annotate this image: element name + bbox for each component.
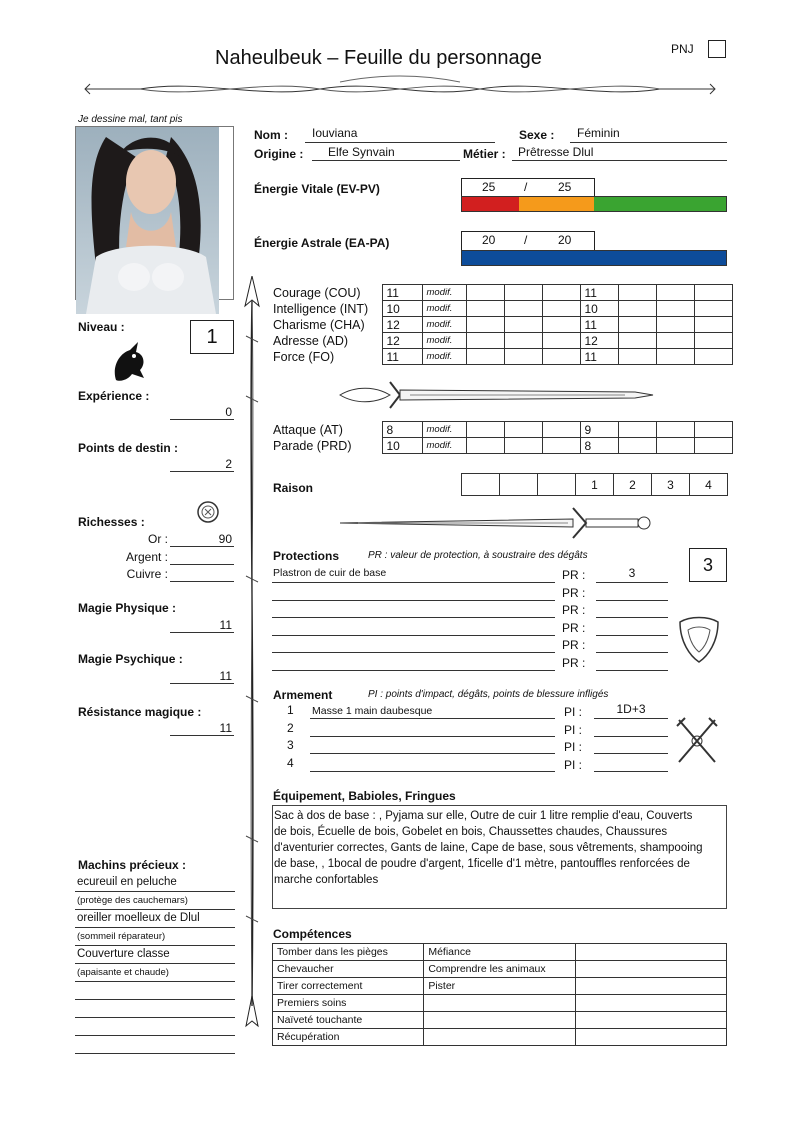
- stats-final[interactable]: 11: [580, 317, 618, 333]
- ea-label: Énergie Astrale (EA-PA): [254, 236, 390, 250]
- weapon-row: [272, 720, 672, 738]
- equipement-text: [274, 808, 724, 888]
- raison-row: [462, 474, 728, 496]
- magie-psychique-label: Magie Psychique :: [78, 652, 183, 666]
- origine-label: Origine :: [254, 147, 304, 161]
- competence-cell[interactable]: [575, 944, 726, 961]
- stats-row: [272, 285, 732, 301]
- or-label: Or :: [148, 532, 168, 546]
- stats-cell[interactable]: [542, 317, 580, 333]
- stats-cell[interactable]: [504, 333, 542, 349]
- competence-row: [273, 978, 727, 995]
- machin-item: Couverture classe: [75, 946, 235, 964]
- combat-modif: modif.: [422, 422, 466, 438]
- pnj-label: PNJ: [671, 42, 694, 56]
- equipement-title: Équipement, Babioles, Fringues: [273, 789, 456, 803]
- combat-modif: modif.: [422, 438, 466, 454]
- protection-name: Plastron de cuir de base: [273, 567, 387, 579]
- combat-final[interactable]: 8: [580, 438, 618, 454]
- raison-value[interactable]: 2: [614, 474, 652, 496]
- competence-cell[interactable]: [575, 961, 726, 978]
- stats-cell[interactable]: [466, 333, 504, 349]
- protections-note: PR : valeur de protection, à soustraire des dégâts: [368, 550, 588, 561]
- stats-cell[interactable]: [466, 349, 504, 365]
- combat-cell[interactable]: [656, 422, 694, 438]
- stats-cell[interactable]: [656, 285, 694, 301]
- ev-bar-orange: [519, 197, 594, 211]
- stats-cell[interactable]: [618, 333, 656, 349]
- stats-cell[interactable]: [656, 301, 694, 317]
- protection-pr-label: PR :: [562, 603, 586, 617]
- combat-final[interactable]: 9: [580, 422, 618, 438]
- stats-label: Force (FO): [273, 349, 335, 364]
- page-title: Naheulbeuk – Feuille du personnage: [215, 47, 542, 69]
- metier-line: [512, 160, 727, 161]
- destin-value: 2: [225, 457, 232, 471]
- weapon-num: 2: [287, 720, 294, 735]
- stats-cell[interactable]: [504, 285, 542, 301]
- metier-value: Prêtresse Dlul: [518, 145, 594, 159]
- machin-item: oreiller moelleux de Dlul: [75, 910, 235, 928]
- armement-title: Armement: [273, 688, 333, 702]
- stats-cell[interactable]: [656, 317, 694, 333]
- dragon-icon: [108, 340, 148, 384]
- sexe-line: [570, 142, 727, 143]
- stats-cell[interactable]: [466, 301, 504, 317]
- experience-value: 0: [225, 405, 232, 419]
- raison-value[interactable]: 4: [690, 474, 728, 496]
- raison-value[interactable]: 1: [576, 474, 614, 496]
- nom-label: Nom :: [254, 128, 288, 142]
- stats-final[interactable]: 10: [580, 301, 618, 317]
- competence-cell[interactable]: [575, 1012, 726, 1029]
- ea-max: 20: [558, 233, 572, 247]
- stats-cell[interactable]: [656, 349, 694, 365]
- ev-sep: /: [524, 180, 528, 194]
- combat-label: Attaque (AT): [273, 422, 343, 437]
- equipement-line: Sac à dos de base : , Pyjama sur elle, Outre de cuir 1 litre remplie d'eau, Couverts: [274, 810, 693, 822]
- protection-row: [272, 584, 672, 602]
- stats-label: Courage (COU): [273, 285, 361, 300]
- stats-base[interactable]: 11: [382, 285, 422, 301]
- competence-cell[interactable]: Chevaucher: [273, 961, 424, 978]
- stats-cell[interactable]: [618, 317, 656, 333]
- resistance-line: [170, 735, 234, 736]
- ev-bar-green: [594, 197, 726, 211]
- competence-cell[interactable]: Tirer correctement: [273, 978, 424, 995]
- stats-label: Intelligence (INT): [273, 301, 369, 316]
- niveau-box: [190, 320, 234, 354]
- ev-label: Énergie Vitale (EV-PV): [254, 182, 380, 196]
- weapon-row: [272, 702, 672, 720]
- stats-label: Adresse (AD): [273, 333, 349, 348]
- combat-cell[interactable]: [694, 438, 732, 454]
- or-line: [170, 546, 234, 547]
- combat-cell[interactable]: [618, 438, 656, 454]
- protection-pr-label: PR :: [562, 568, 586, 582]
- niveau-label: Niveau :: [78, 320, 125, 334]
- protection-row: [272, 619, 672, 637]
- competence-cell[interactable]: Naïveté touchante: [273, 1012, 424, 1029]
- coin-icon: [196, 500, 220, 524]
- stats-cell[interactable]: [694, 301, 732, 317]
- protection-row: [272, 636, 672, 654]
- stats-modif: modif.: [422, 349, 466, 365]
- competence-cell[interactable]: [424, 995, 575, 1012]
- competence-cell[interactable]: [424, 1012, 575, 1029]
- experience-line: [170, 419, 234, 420]
- stats-final[interactable]: 11: [580, 285, 618, 301]
- protection-line: [272, 670, 555, 671]
- machins-label: Machins précieux :: [78, 858, 187, 872]
- ea-bar: [461, 250, 727, 266]
- weapon-pi-label: PI :: [564, 705, 583, 719]
- competence-row: [273, 961, 727, 978]
- sword-ornament-2: [338, 505, 658, 543]
- weapon-pi-label: PI :: [564, 722, 583, 737]
- raison-cell[interactable]: [462, 474, 500, 496]
- combat-cell[interactable]: [656, 438, 694, 454]
- sexe-value: Féminin: [577, 126, 620, 140]
- competence-row: [273, 995, 727, 1012]
- combat-row: [272, 438, 732, 454]
- stats-row: [272, 349, 732, 365]
- competence-cell[interactable]: [575, 995, 726, 1012]
- machin-item: [75, 1000, 235, 1018]
- stats-cell[interactable]: [618, 301, 656, 317]
- nom-value: Iouviana: [312, 126, 358, 140]
- stats-cell[interactable]: [542, 349, 580, 365]
- protections-title: Protections: [273, 549, 340, 563]
- stats-final[interactable]: 12: [580, 333, 618, 349]
- ev-bar-red: [462, 197, 519, 211]
- protection-pr-label: PR :: [562, 585, 586, 600]
- protections-total: 3: [702, 555, 713, 575]
- protection-row: [272, 566, 672, 584]
- protection-row: [272, 601, 672, 619]
- weapon-num: 4: [287, 755, 294, 770]
- combat-cell[interactable]: [618, 422, 656, 438]
- protection-pr-label: PR :: [562, 655, 586, 670]
- combat-cell[interactable]: [466, 438, 504, 454]
- or-value: 90: [218, 532, 232, 546]
- raison-label: Raison: [273, 481, 314, 495]
- combat-table: [272, 421, 733, 454]
- stats-base[interactable]: 12: [382, 317, 422, 333]
- magie-physique-label: Magie Physique :: [78, 601, 177, 615]
- stats-cell[interactable]: [656, 333, 694, 349]
- competence-row: [273, 944, 727, 961]
- protections-list: [272, 566, 672, 671]
- crossed-weapons-icon: [675, 716, 719, 766]
- stats-modif: modif.: [422, 285, 466, 301]
- competence-cell[interactable]: [424, 1029, 575, 1046]
- combat-cell[interactable]: [504, 422, 542, 438]
- stats-grid: [272, 284, 733, 365]
- stats-cell[interactable]: [542, 333, 580, 349]
- weapon-line: [310, 771, 555, 772]
- stats-cell[interactable]: [542, 301, 580, 317]
- weapon-name[interactable]: Masse 1 main daubesque: [312, 705, 433, 717]
- cuivre-line: [170, 581, 234, 582]
- machin-item: [75, 982, 235, 1000]
- stats-base[interactable]: 12: [382, 333, 422, 349]
- combat-grid: [272, 421, 733, 454]
- armement-list: [272, 702, 672, 772]
- protection-pr-line: [596, 670, 668, 671]
- armement-note: PI : points d'impact, dégâts, points de blessure infligés: [368, 689, 609, 700]
- niveau-value: 1: [206, 326, 218, 348]
- argent-line: [170, 564, 234, 565]
- weapon-num: 3: [287, 738, 294, 752]
- origine-value: Elfe Synvain: [328, 145, 395, 159]
- argent-label: Argent :: [125, 550, 168, 564]
- raison-table: [461, 473, 728, 496]
- competence-cell[interactable]: Pister: [424, 978, 575, 995]
- stats-table: [272, 284, 733, 365]
- competence-cell[interactable]: Méfiance: [424, 944, 575, 961]
- nom-line: [305, 142, 495, 143]
- protection-pr-label: PR :: [562, 638, 586, 652]
- raison-cell[interactable]: [538, 474, 576, 496]
- weapon-pi-label: PI :: [564, 740, 583, 754]
- machins-list: [75, 874, 235, 1054]
- magie-physique-value: 11: [219, 618, 232, 632]
- portrait-caption: Je dessine mal, tant pis: [78, 114, 183, 125]
- equipement-line: marche confortables: [274, 874, 379, 886]
- sexe-label: Sexe :: [519, 128, 555, 142]
- weapon-pi-value[interactable]: 1D+3: [616, 702, 646, 716]
- sword-ornament-1: [335, 378, 655, 412]
- stats-cell[interactable]: [694, 285, 732, 301]
- stats-cell[interactable]: [694, 317, 732, 333]
- experience-label: Expérience :: [78, 389, 150, 403]
- ev-bar: [461, 196, 727, 212]
- stats-base[interactable]: 10: [382, 301, 422, 317]
- magie-psychique-line: [170, 683, 234, 684]
- header-ornament: [80, 74, 720, 104]
- weapon-pi-label: PI :: [564, 757, 583, 772]
- raison-cell[interactable]: [500, 474, 538, 496]
- competence-cell[interactable]: [575, 1029, 726, 1046]
- stats-cell[interactable]: [694, 333, 732, 349]
- competences-title: Compétences: [273, 927, 352, 941]
- combat-cell[interactable]: [694, 422, 732, 438]
- combat-cell[interactable]: [504, 438, 542, 454]
- stats-label: Charisme (CHA): [273, 317, 365, 332]
- competence-cell[interactable]: Premiers soins: [273, 995, 424, 1012]
- machin-item: ecureuil en peluche: [75, 874, 235, 892]
- magie-psychique-value: 11: [219, 669, 232, 683]
- raison-value[interactable]: 3: [652, 474, 690, 496]
- stats-cell[interactable]: [504, 301, 542, 317]
- spear-divider: [240, 276, 264, 1036]
- competence-cell[interactable]: [575, 978, 726, 995]
- stats-modif: modif.: [422, 333, 466, 349]
- resistance-label: Résistance magique :: [78, 705, 202, 719]
- portrait-image: [76, 127, 219, 314]
- protection-row: [272, 654, 672, 672]
- machin-item: [75, 1018, 235, 1036]
- machin-item: (apaisante et chaude): [75, 964, 235, 982]
- stats-row: [272, 301, 732, 317]
- stats-modif: modif.: [422, 301, 466, 317]
- machin-item: [75, 1036, 235, 1054]
- equipement-line: de bois, Écuelle de bois, Gobelet en bois, Chaussettes chaudes, Chaussures: [274, 826, 668, 838]
- stats-row: [272, 317, 732, 333]
- combat-cell[interactable]: [542, 422, 580, 438]
- stats-cell[interactable]: [466, 285, 504, 301]
- machin-item: (sommeil réparateur): [75, 928, 235, 946]
- stats-final[interactable]: 11: [580, 349, 618, 365]
- richesses-label: Richesses :: [78, 515, 145, 529]
- magie-physique-line: [170, 632, 234, 633]
- ea-current: 20: [482, 233, 496, 247]
- weapon-row: [272, 737, 672, 755]
- stats-cell[interactable]: [504, 317, 542, 333]
- stats-base[interactable]: 11: [382, 349, 422, 365]
- equipement-line: de base, , 1bocal de poudre d'argent, 1ficelle d'1 mètre, pantouffles renforcées de: [274, 858, 690, 870]
- weapon-pi-line: [594, 771, 668, 772]
- destin-line: [170, 471, 234, 472]
- competence-row: [273, 1012, 727, 1029]
- competence-cell[interactable]: Récupération: [273, 1029, 424, 1046]
- stats-cell[interactable]: [618, 349, 656, 365]
- combat-cell[interactable]: [466, 422, 504, 438]
- protection-pr-label: PR :: [562, 620, 586, 635]
- competence-cell[interactable]: Comprendre les animaux: [424, 961, 575, 978]
- stats-cell[interactable]: [694, 349, 732, 365]
- stats-cell[interactable]: [504, 349, 542, 365]
- origine-line: [312, 160, 460, 161]
- competences-table: [272, 943, 727, 1046]
- stats-row: [272, 333, 732, 349]
- shield-icon: [676, 612, 722, 664]
- weapon-row: [272, 755, 672, 773]
- raison-grid: [461, 473, 728, 496]
- ev-max: 25: [558, 180, 572, 194]
- weapon-num: 1: [287, 703, 294, 717]
- competence-row: [273, 1029, 727, 1046]
- ea-sep: /: [524, 233, 528, 247]
- stats-cell[interactable]: [618, 285, 656, 301]
- protection-pr-value[interactable]: 3: [628, 566, 636, 580]
- stats-cell[interactable]: [542, 285, 580, 301]
- ev-current: 25: [482, 180, 496, 194]
- competence-cell[interactable]: Tomber dans les pièges: [273, 944, 424, 961]
- combat-base[interactable]: 10: [382, 438, 422, 454]
- combat-row: [272, 422, 732, 438]
- destin-label: Points de destin :: [78, 441, 179, 455]
- equipement-line: d'aventurier correctes, Gants de laine, Cape de base, sous vêtrements, shampooing: [274, 842, 703, 854]
- pnj-checkbox[interactable]: [708, 40, 726, 58]
- cuivre-label: Cuivre :: [126, 567, 168, 581]
- resistance-value: 11: [219, 721, 232, 735]
- combat-cell[interactable]: [542, 438, 580, 454]
- stats-cell[interactable]: [466, 317, 504, 333]
- stats-modif: modif.: [422, 317, 466, 333]
- machin-item: (protège des cauchemars): [75, 892, 235, 910]
- metier-label: Métier :: [463, 147, 506, 161]
- combat-base[interactable]: 8: [382, 422, 422, 438]
- protections-total-box: [689, 548, 727, 582]
- combat-label: Parade (PRD): [273, 438, 352, 453]
